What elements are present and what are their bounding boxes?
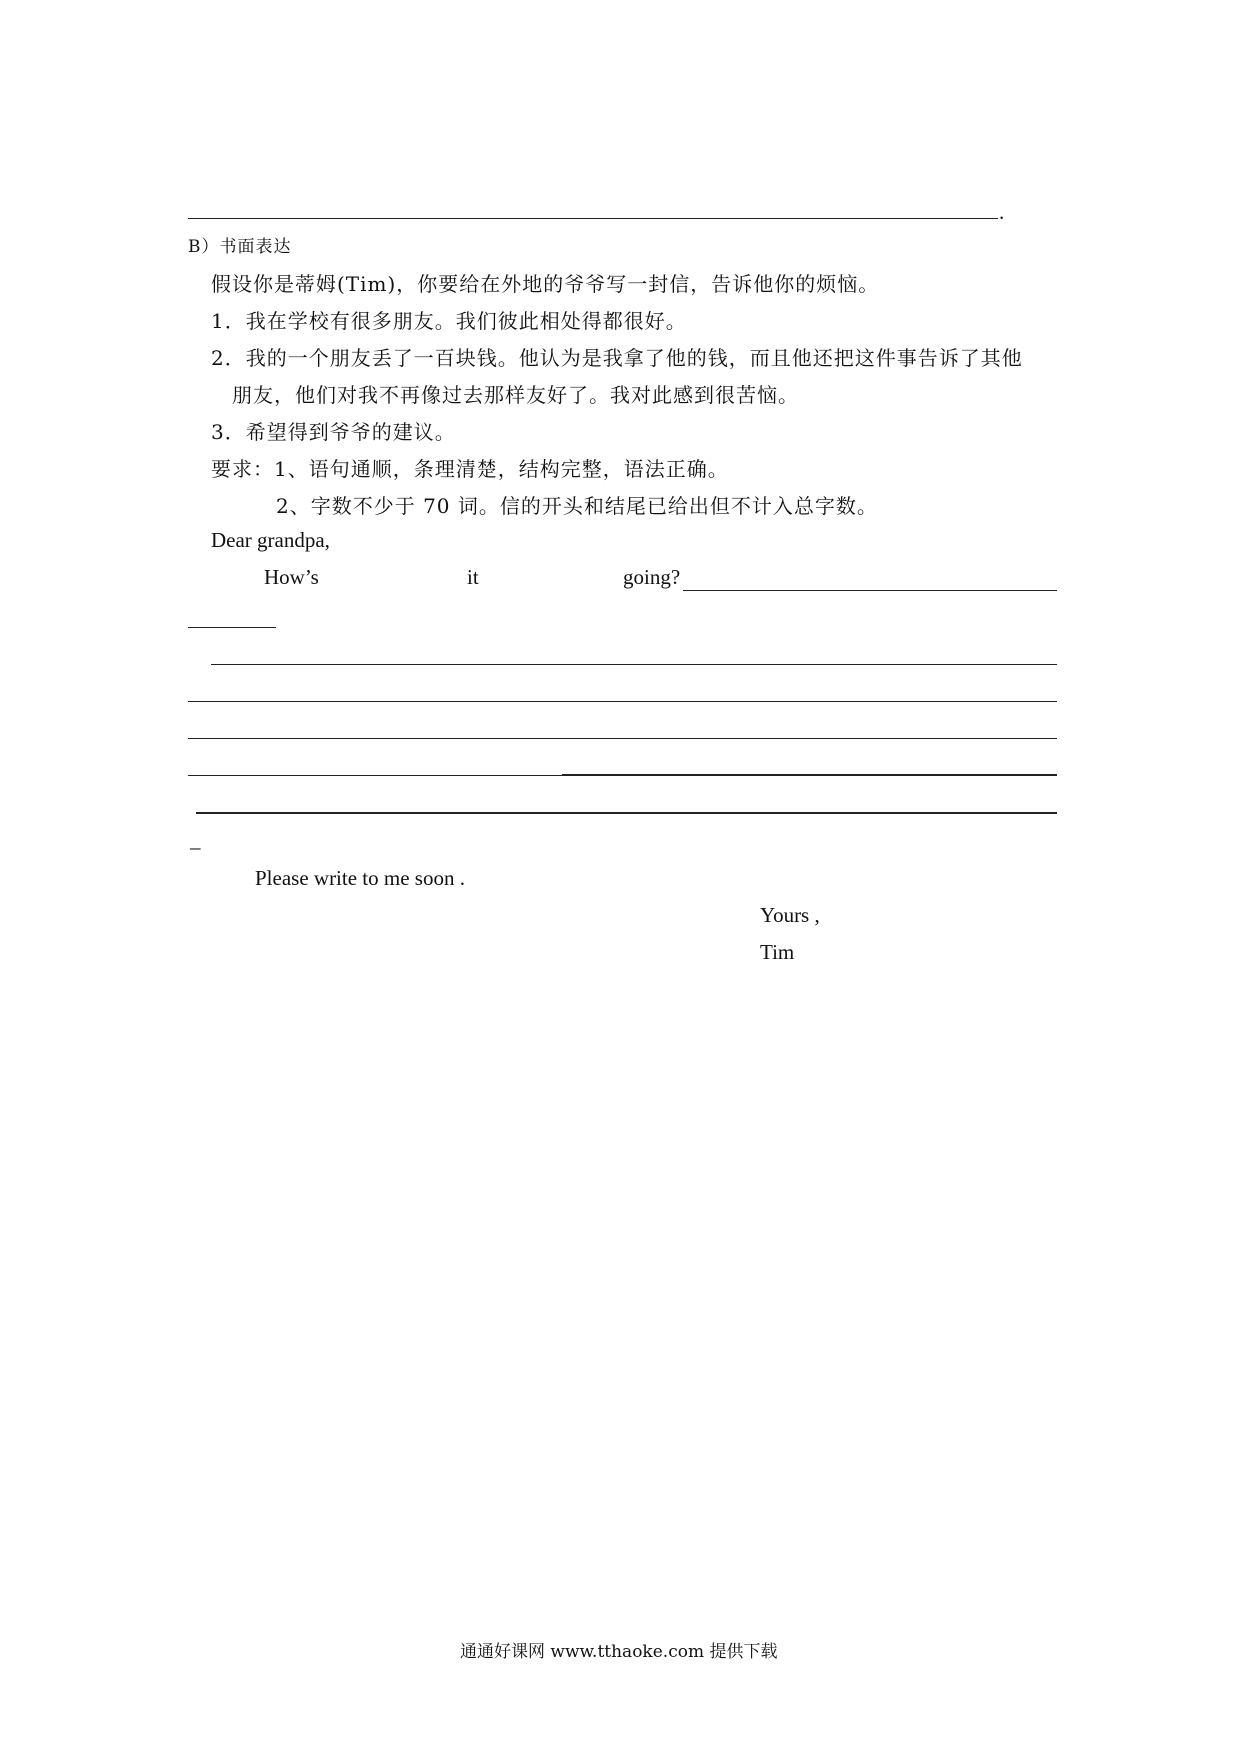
writing-line-6a (188, 775, 562, 776)
writing-line-7 (196, 812, 1057, 814)
writing-line-3 (211, 664, 1057, 665)
point-2: 2．我的一个朋友丢了一百块钱。他认为是我拿了他的钱，而且他还把这件事告诉了其他 (211, 346, 1023, 370)
footer-text: 通通好课网 www.tthaoke.com 提供下载 (460, 1642, 778, 1662)
writing-line-5 (188, 738, 1057, 739)
signature: Tim (760, 940, 795, 964)
point-1: 1．我在学校有很多朋友。我们彼此相处得都很好。 (211, 309, 687, 333)
section-heading: B）书面表达 (188, 237, 292, 257)
writing-line-2 (188, 627, 276, 628)
closing-line: Please write to me soon . (255, 866, 465, 890)
sign-off: Yours , (760, 903, 820, 927)
opening-word-hows: How’s (264, 565, 319, 589)
point-3: 3．希望得到爷爷的建议。 (211, 420, 456, 444)
opening-word-it: it (467, 565, 479, 589)
requirement-1: 要求：1、语句通顺，条理清楚，结构完整，语法正确。 (211, 457, 729, 481)
opening-word-going: going? (623, 565, 681, 589)
requirement-2: 2、字数不少于 70 词。信的开头和结尾已给出但不计入总字数。 (276, 494, 878, 518)
letter-greeting: Dear grandpa, (211, 528, 330, 552)
writing-line-6b (562, 774, 1057, 776)
task-intro: 假设你是蒂姆(Tim)，你要给在外地的爷爷写一封信，告诉他你的烦恼。 (211, 272, 880, 296)
point-2-continued: 朋友，他们对我不再像过去那样友好了。我对此感到很苦恼。 (232, 383, 799, 407)
top-answer-line (188, 218, 998, 219)
writing-line-1 (683, 590, 1057, 591)
top-line-period: . (999, 200, 1005, 224)
stray-mark: _ (190, 828, 201, 852)
writing-line-4 (188, 701, 1057, 702)
